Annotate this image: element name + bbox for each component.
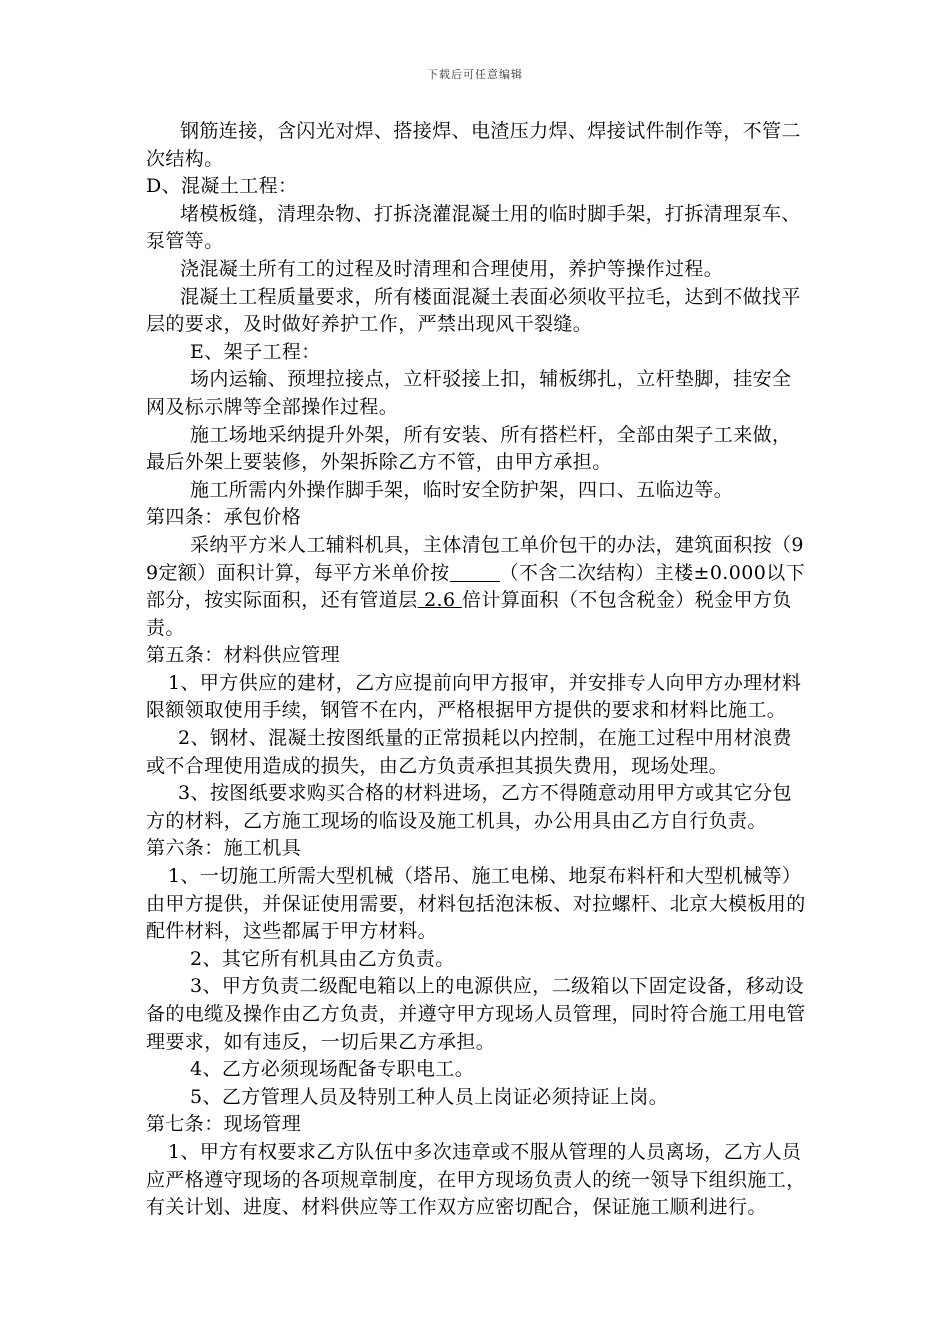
paragraph-material-1: 1、甲方供应的建材，乙方应提前向甲方报审，并安排专人向甲方办理材料限额领取使用手续，钢管不在内，严格根据甲方提供的要求和材料比施工。 [146, 671, 802, 722]
price-text-1: 采纳平方米人工辅料机具，主体清包工单价包干的办法，建筑面积按（99定额）面积计算，每平方米单价按 [146, 533, 804, 584]
article-6-heading: 第六条：施工机具 [146, 837, 302, 860]
price-multiplier: 2.6 [424, 589, 456, 612]
paragraph-machinery-1: 1、一切施工所需大型机械（塔吊、施工电梯、地泵布料杆和大型机械等）由甲方提供，并保证使用需要，材料包括泡沫板、对拉螺杆、北京大模板用的配件材料，这些都属于甲方材料。 [146, 865, 806, 943]
section-concrete-heading: D、混凝土工程： [146, 175, 298, 198]
paragraph-rebar: 钢筋连接，含闪光对焊、搭接焊、电渣压力焊、焊接试件制作等，不管二次结构。 [146, 120, 801, 170]
paragraph-concrete-quality: 混凝土工程质量要求，所有楼面混凝土表面必须收平拉毛，达到不做找平层的要求，及时做好养护工作，严禁出现风干裂缝。 [146, 285, 801, 336]
article-5-heading: 第五条：材料供应管理 [146, 644, 341, 667]
paragraph-machinery-2: 2、其它所有机具由乙方负责。 [190, 947, 455, 970]
page-header: 下载后可任意编辑 [427, 68, 523, 81]
paragraph-scaffold-internal: 施工所需内外操作脚手架，临时安全防护架，四口、五临边等。 [190, 478, 734, 501]
price-blank [450, 563, 500, 582]
paragraph-machinery-3: 3、甲方负责二级配电箱以上的电源供应，二级箱以下固定设备，移动设备的电缆及操作由乙方负责，并遵守甲方现场人员管理，同时符合施工用电管理要求，如有违反，一切后果乙方承担。 [146, 975, 806, 1053]
paragraph-material-2: 2、钢材、混凝土按图纸量的正常损耗以内控制，在施工过程中用材浪费或不合理使用造成的损失，由乙方负责承担其损失费用，现场处理。 [146, 727, 792, 777]
paragraph-site-1: 1、甲方有权要求乙方队伍中多次违章或不服从管理的人员离场，乙方人员应严格遵守现场的各项规章制度，在甲方现场负责人的统一领导下组织施工，有关计划、进度、材料供应等工作双方应密切配合，保证施工顺利进行。 [146, 1140, 806, 1219]
price-text-3: 倍计算面积（不包含税金）税金甲方负责。 [146, 589, 792, 639]
paragraph-material-3: 3、按图纸要求购买合格的材料进场，乙方不得随意动用甲方或其它分包方的材料，乙方施工现场的临设及施工机具，办公用具由乙方自行负责。 [146, 782, 792, 832]
paragraph-machinery-5: 5、乙方管理人员及特别工种人员上岗证必须持证上岗。 [190, 1085, 669, 1108]
article-4-heading: 第四条：承包价格 [146, 506, 302, 529]
paragraph-pouring: 浇混凝土所有工的过程及时清理和合理使用，养护等操作过程。 [180, 257, 724, 280]
paragraph-scaffold-transport: 场内运输、预埋拉接点，立杆驳接上扣，辅板绑扎，立杆垫脚，挂安全网及标示牌等全部操作过程。 [146, 368, 792, 418]
paragraph-price [146, 532, 810, 642]
document-body [146, 118, 810, 1222]
paragraph-machinery-4: 4、乙方必须现场配备专职电工。 [190, 1058, 475, 1081]
price-text-2: （不含二次结构）主楼±0.000以下部分，按实际面积，还有管道层 [146, 561, 806, 612]
section-scaffold-heading: E、架子工程： [190, 340, 321, 363]
article-7-heading: 第七条：现场管理 [146, 1113, 302, 1136]
paragraph-scaffold-lift: 施工场地采纳提升外架，所有安装、所有搭栏杆，全部由架子工来做，最后外架上要装修，外架拆除乙方不管，由甲方承担。 [146, 423, 792, 474]
paragraph-formwork: 堵模板缝，清理杂物、打拆浇灌混凝土用的临时脚手架，打拆清理泵车、泵管等。 [146, 202, 801, 253]
